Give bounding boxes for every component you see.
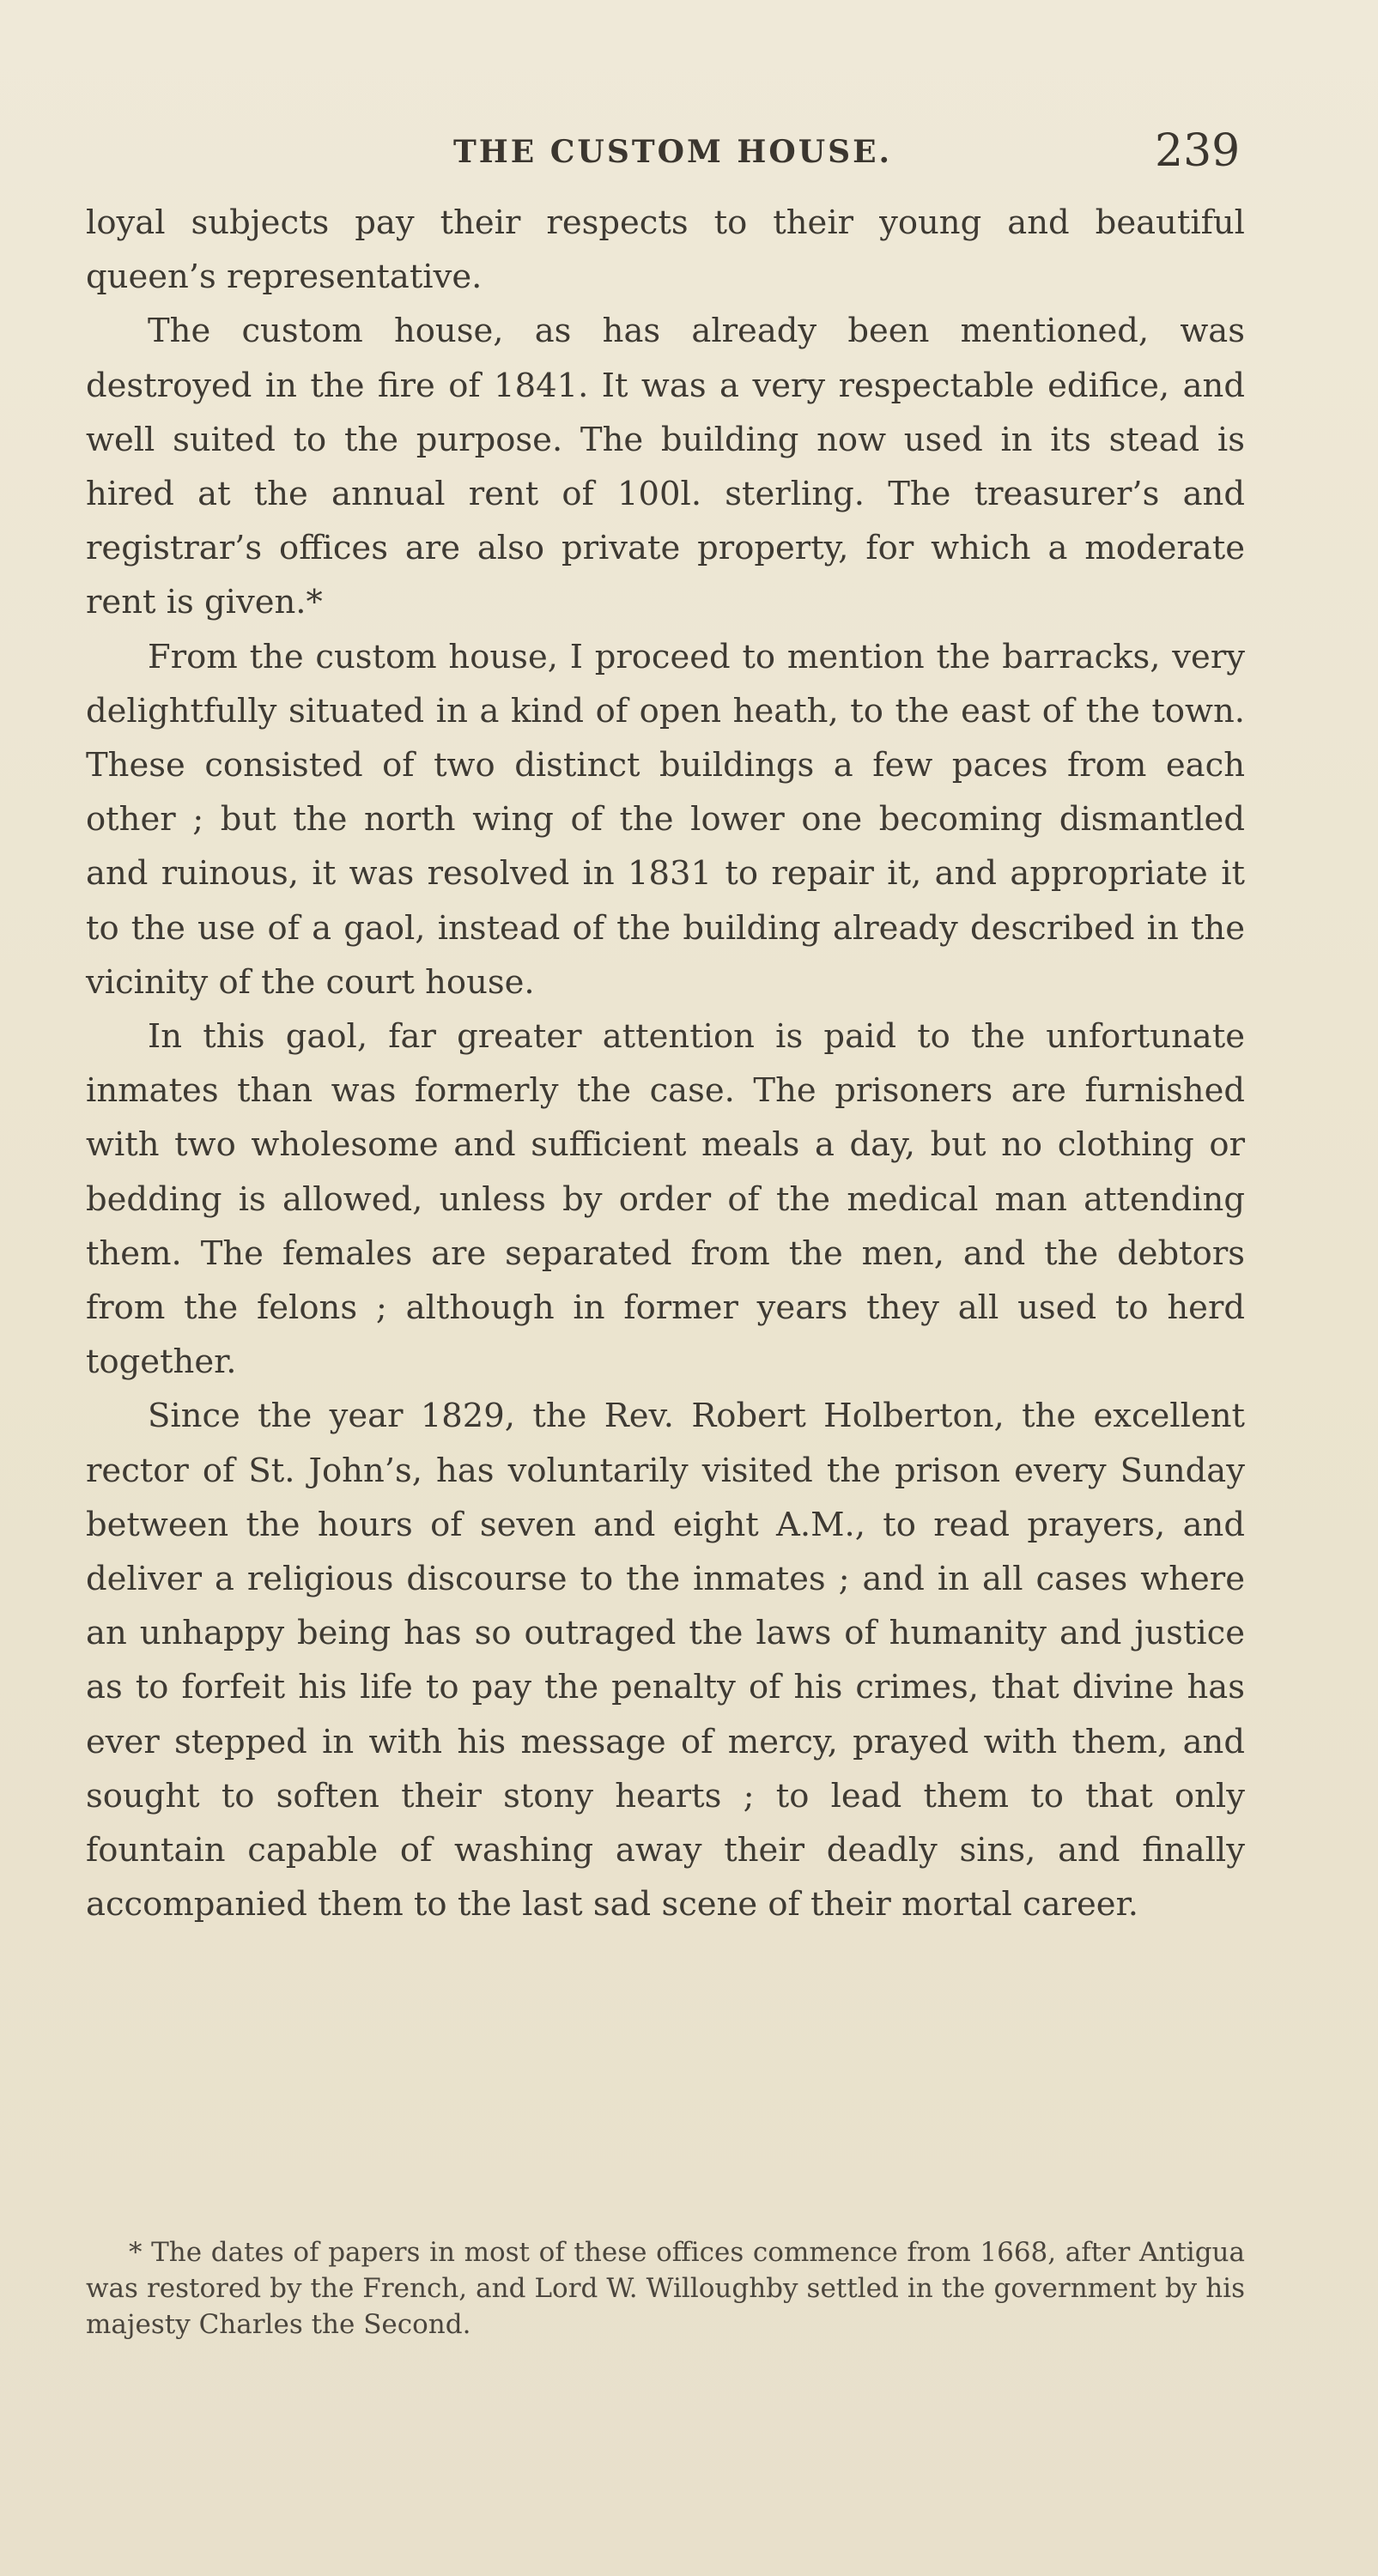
paragraph-gaol: In this gaol, far greater attention is paid to the unfortunate inmates than was formerly the case. The prisoners are furnished with two wholesome and sufficient meals a day, but no clothing or bedding is allowed, unless by order of the medical man attending them. The females are separated from the men, and the debtors from the felons ; although in former years they all used to herd together. — [86, 1017, 1245, 1382]
footnote-text: * The dates of papers in most of these offices commence from 1668, after Antigua was restored by the French, and Lord W. Willoughby settled in the government by his majesty Charles the Second. — [86, 2237, 1245, 2340]
paragraph-chaplain: Since the year 1829, the Rev. Robert Holberton, the excellent rector of St. John’s, has voluntarily visited the prison every Sunday between the hours of seven and eight A.M., to read prayers, and deliver a religious discourse to the inmates ; and in all cases where an unhappy being has so outraged the laws of humanity and justice as to forfeit his life to pay the penalty of his crimes, that divine has ever stepped in with his message of mercy, prayed with them, and sought to soften their stony hearts ; to lead them to that only fountain capable of washing away their deadly sins, and finally accompanied them to the last sad scene of their mortal career. — [86, 1397, 1245, 1924]
running-header — [0, 125, 1378, 180]
paragraph-barracks: From the custom house, I proceed to mention the barracks, very delightfully situated in a kind of open heath, to the east of the town. These consisted of two distinct buildings a few paces from each other ; but the north wing of the lower one becoming dismantled and ruinous, it was resolved in 1831 to repair it, and appropriate it to the use of a gaol, instead of the building already described in the vicinity of the court house. — [86, 637, 1245, 1002]
running-title: THE CUSTOM HOUSE. — [453, 134, 893, 170]
paragraph-continuation: loyal subjects pay their respects to their young and beautiful queen’s representative. — [86, 203, 1245, 297]
paragraph-custom-house: The custom house, as has already been mentioned, was destroyed in the fire of 1841. It was a very respectable edifice, and well suited to the purpose. The building now used in its stead is hired at the annual rent of 100l. sterling. The treasurer’s and registrar’s offices are also private property, for which a moderate rent is given.* — [86, 312, 1245, 622]
body-text — [86, 196, 1245, 1932]
page-number: 239 — [1155, 125, 1241, 177]
footnote — [86, 2234, 1245, 2343]
